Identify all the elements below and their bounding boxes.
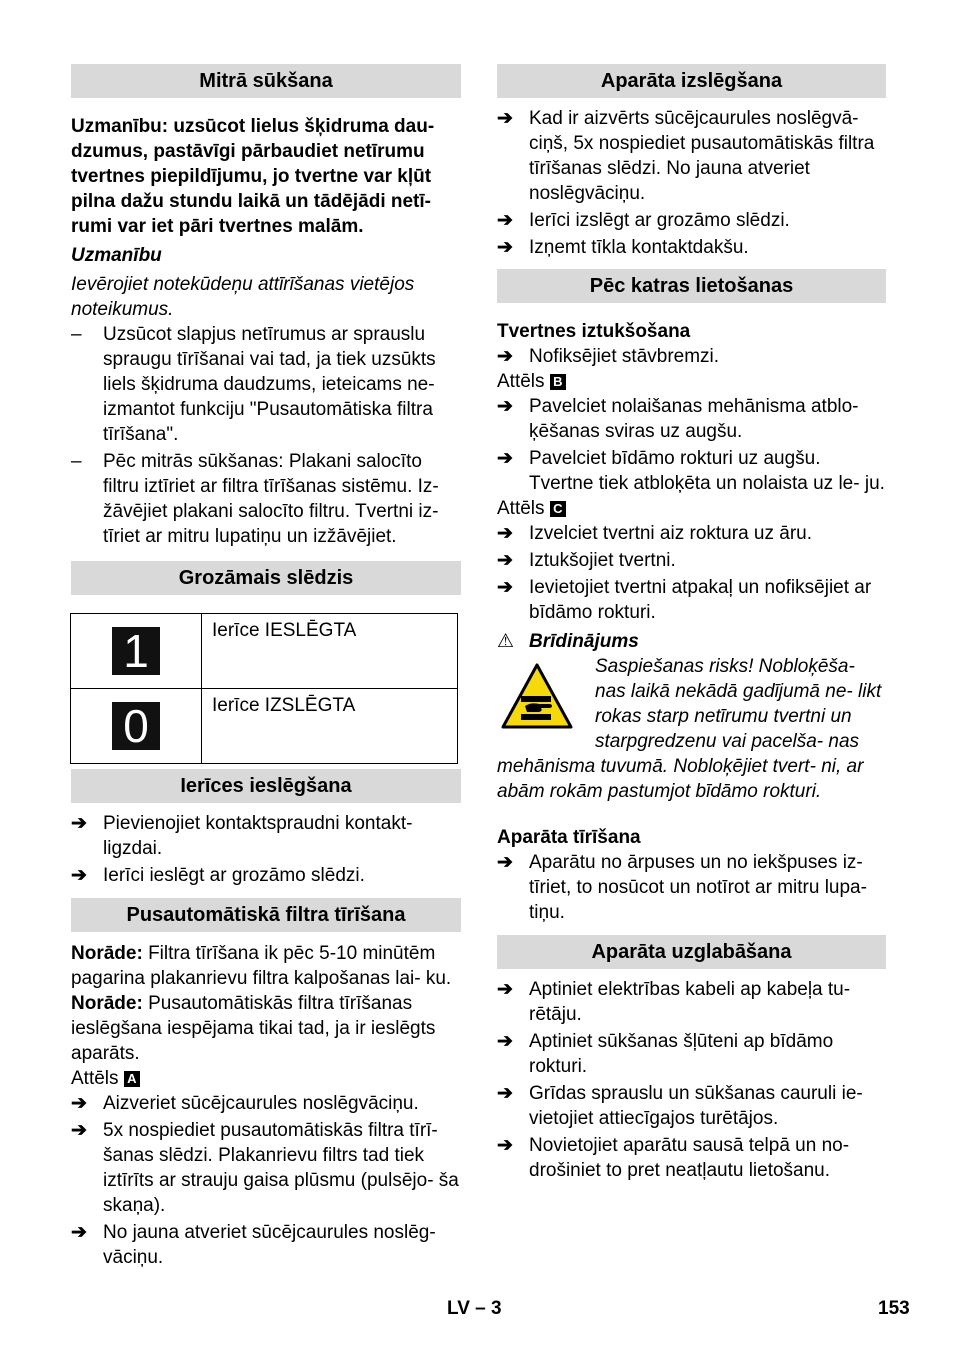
figure-reference	[71, 1066, 461, 1091]
list-item	[71, 811, 461, 861]
list-item	[497, 208, 886, 233]
figure-label: Attēls	[71, 1068, 119, 1089]
section-title-wet-vacuuming: Mitrā sūkšana	[71, 64, 461, 98]
list-item	[497, 106, 886, 206]
dash-item-text: Uzsūcot slapjus netīrumus ar sprauslu spraugu tīrīšanai vai tad, ja tiek uzsūkts liels šķidruma daudzums, ieteicams ne- izmantot funkciju "Pusautomātiska filtra tīrīšana".	[103, 324, 436, 445]
arrow-icon: ➔	[71, 1222, 87, 1243]
switch-off-symbol: 0	[112, 702, 160, 750]
arrow-icon: ➔	[497, 1135, 513, 1156]
dash-list-item	[71, 449, 461, 549]
list-item-text: No jauna atveriet sūcējcaurules noslēg- vāciņu.	[103, 1222, 436, 1268]
figure-reference	[497, 369, 886, 394]
list-item	[497, 235, 886, 260]
switch-symbol-cell	[71, 689, 202, 764]
list-item	[497, 548, 886, 573]
figure-letter-badge: B	[550, 374, 566, 390]
dash-list-item	[71, 322, 461, 447]
arrow-icon: ➔	[71, 865, 87, 886]
note-label: Norāde:	[71, 943, 143, 964]
section-title-after-use: Pēc katras lietošanas	[497, 269, 886, 303]
list-item-text: Aizveriet sūcējcaurules noslēgvāciņu.	[103, 1093, 419, 1114]
note-paragraph	[71, 941, 461, 991]
arrow-icon: ➔	[497, 396, 513, 417]
list-item-text: Grīdas sprauslu un sūkšanas cauruli ie- vietojiet attiecīgajos turētājos.	[529, 1083, 863, 1129]
arrow-icon: ➔	[71, 1120, 87, 1141]
list-item	[497, 446, 886, 496]
list-item-text: Ierīci izslēgt ar grozāmo slēdzi.	[529, 210, 790, 231]
switch-text-cell: Ierīce IESLĒGTA	[202, 614, 458, 689]
list-item	[71, 863, 461, 888]
section-title-rotary-switch: Grozāmais slēdzis	[71, 561, 461, 595]
crush-hazard-icon	[501, 662, 573, 730]
warning-heading	[497, 629, 886, 654]
arrow-icon: ➔	[497, 210, 513, 231]
list-item-text: Pavelciet bīdāmo rokturi uz augšu. Tvertne tiek atbloķēta un nolaista uz le- ju.	[529, 448, 885, 494]
left-column	[71, 64, 461, 1270]
list-item	[497, 1133, 886, 1183]
list-item-text: Kad ir aizvērts sūcējcaurules noslēgvā- ciņš, 5x nospiediet pusautomātiskās filtra tīrīšanas slēdzi. No jauna atveriet noslēgvāciņu.	[529, 108, 875, 204]
list-item-text: Aparātu no ārpuses un no iekšpuses iz- tīriet, to nosūcot un notīrot ar mitru lupa- tiņu.	[529, 852, 867, 923]
list-item	[71, 1118, 461, 1218]
arrow-icon: ➔	[497, 108, 513, 129]
list-item-text: Ierīci ieslēgt ar grozāmo slēdzi.	[103, 865, 365, 886]
footer-section-label: LV – 3	[447, 1298, 502, 1319]
switch-symbol-cell	[71, 614, 202, 689]
arrow-icon: ➔	[497, 523, 513, 544]
list-item	[497, 1029, 886, 1079]
arrow-icon: ➔	[497, 237, 513, 258]
warning-block	[497, 654, 886, 804]
arrow-icon: ➔	[497, 1031, 513, 1052]
subheading-device-cleaning: Aparāta tīrīšana	[497, 827, 641, 848]
switch-table	[70, 613, 458, 764]
subheading-emptying-container: Tvertnes iztukšošana	[497, 321, 691, 342]
figure-letter-badge: C	[550, 501, 566, 517]
arrow-icon: ➔	[497, 550, 513, 571]
right-column	[497, 64, 886, 1183]
figure-label: Attēls	[497, 371, 545, 392]
warning-text: Saspiešanas risks! Nobloķēša- nas laikā nekādā gadījumā ne- likt rokas starp netīrumu tvertni un starpgredzenu vai pacelša- nas mehānisma tuvumā. Nobloķējiet tvert- ni, ar abām rokām pastumjot bīdāmo rokturi.	[497, 656, 882, 802]
table-row	[71, 614, 458, 689]
figure-letter-badge: A	[124, 1071, 140, 1087]
arrow-icon: ➔	[71, 1093, 87, 1114]
table-row	[71, 689, 458, 764]
list-item	[497, 977, 886, 1027]
section-title-storage: Aparāta uzglabāšana	[497, 935, 886, 969]
switch-on-symbol: 1	[112, 627, 160, 675]
list-item	[497, 344, 886, 369]
list-item	[71, 1220, 461, 1270]
list-item	[71, 1091, 461, 1116]
list-item-text: Aptiniet sūkšanas šļūteni ap bīdāmo rokturi.	[529, 1031, 834, 1077]
note-text: Pusautomātiskās filtra tīrīšanas ieslēgšana iespējama tikai tad, ja ir ieslēgts aparāts.	[71, 993, 436, 1064]
arrow-icon: ➔	[497, 346, 513, 367]
section-title-switch-off: Aparāta izslēgšana	[497, 64, 886, 98]
caution-text: Ievērojiet notekūdeņu attīrīšanas vietējos noteikumus.	[71, 274, 415, 320]
list-item	[497, 394, 886, 444]
list-item-text: Nofiksējiet stāvbremzi.	[529, 346, 720, 367]
figure-reference	[497, 496, 886, 521]
warning-label: Brīdinājums	[529, 631, 639, 652]
note-label: Norāde:	[71, 993, 143, 1014]
page-number: 153	[878, 1298, 910, 1319]
figure-label: Attēls	[497, 498, 545, 519]
arrow-icon: ➔	[71, 813, 87, 834]
list-item-text: Novietojiet aparātu sausā telpā un no- drošiniet to pret neatļautu lietošanu.	[529, 1135, 850, 1181]
list-item-text: Iztukšojiet tvertni.	[529, 550, 676, 571]
list-item	[497, 521, 886, 546]
warning-triangle-icon: ⚠	[497, 631, 515, 652]
wet-vacuum-warning: Uzmanību: uzsūcot lielus šķidruma dau- dzumus, pastāvīgi pārbaudiet netīrumu tvertnes piepildījumu, jo tvertne var kļūt pilna dažu stundu laikā un tādējādi netī- rumi var iet pāri tvertnes malām.	[71, 116, 435, 237]
list-item-text: Ievietojiet tvertni atpakaļ un nofiksējiet ar bīdāmo rokturi.	[529, 577, 872, 623]
note-text: Filtra tīrīšana ik pēc 5-10 minūtēm pagarina plakanrievu filtra kalpošanas lai- ku.	[71, 943, 452, 989]
list-item-text: Pavelciet nolaišanas mehānisma atblo- ķēšanas sviras uz augšu.	[529, 396, 859, 442]
list-item	[497, 850, 886, 925]
arrow-icon: ➔	[497, 1083, 513, 1104]
arrow-icon: ➔	[497, 852, 513, 873]
dash-item-text: Pēc mitrās sūkšanas: Plakani salocīto filtru iztīriet ar filtra tīrīšanas sistēmu. Iz- žāvējiet plakani salocīto filtru. Tvertni iz- tīriet ar mitru lupatiņu un izžāvējiet.	[103, 451, 439, 547]
list-item-text: Pievienojiet kontaktspraudni kontakt- ligzdai.	[103, 813, 413, 859]
caution-label: Uzmanību	[71, 245, 162, 266]
arrow-icon: ➔	[497, 577, 513, 598]
list-item-text: Aptiniet elektrības kabeli ap kabeļa tu- rētāju.	[529, 979, 851, 1025]
note-paragraph	[71, 991, 461, 1066]
dash-bullet: –	[71, 324, 82, 345]
list-item-text: Izvelciet tvertni aiz roktura uz āru.	[529, 523, 812, 544]
dash-bullet: –	[71, 451, 82, 472]
list-item-text: 5x nospiediet pusautomātiskās filtra tīrī- šanas slēdzi. Plakanrievu filtrs tad tiek iztīrīts ar strauju gaisa plūsmu (pulsējo- ša skaņa).	[103, 1120, 459, 1216]
list-item	[497, 1081, 886, 1131]
list-item	[497, 575, 886, 625]
arrow-icon: ➔	[497, 979, 513, 1000]
section-title-switch-on: Ierīces ieslēgšana	[71, 769, 461, 803]
section-title-filter-cleaning: Pusautomātiskā filtra tīrīšana	[71, 898, 461, 932]
list-item-text: Izņemt tīkla kontaktdakšu.	[529, 237, 749, 258]
switch-text-cell: Ierīce IZSLĒGTA	[202, 689, 458, 764]
arrow-icon: ➔	[497, 448, 513, 469]
